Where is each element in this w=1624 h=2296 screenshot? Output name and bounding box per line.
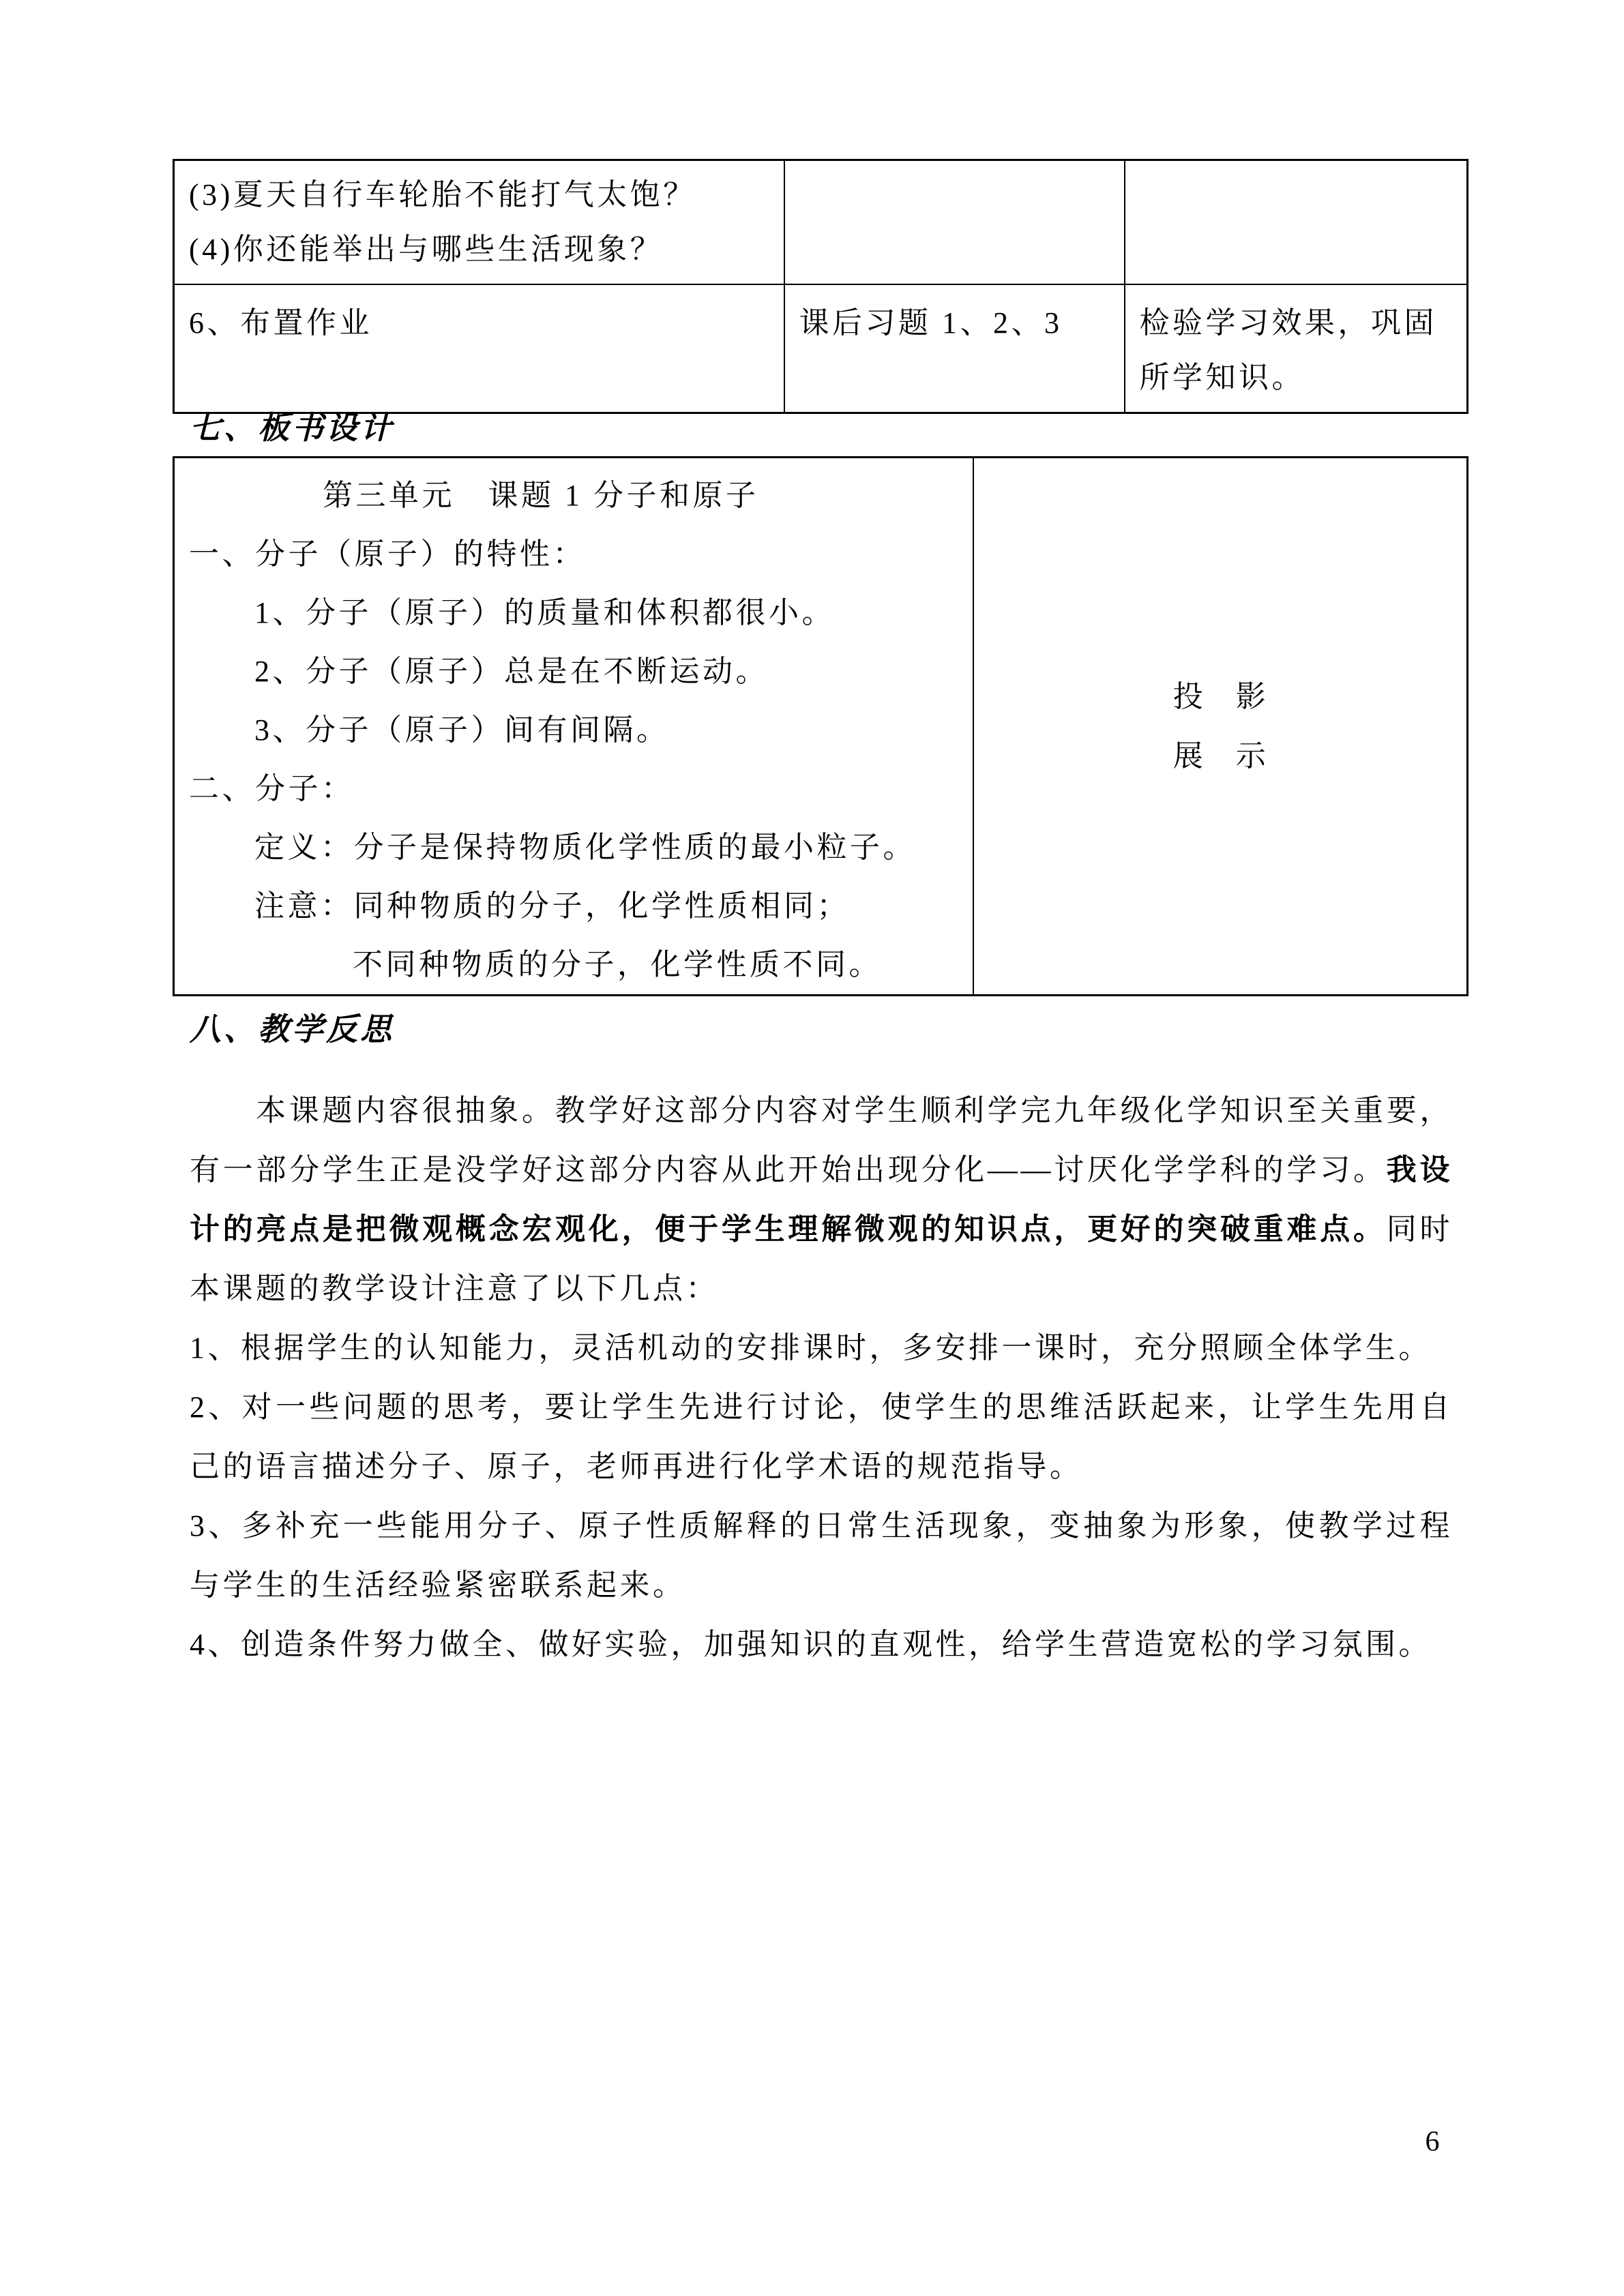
board-line: 一、分子（原子）的特性： [189, 537, 586, 571]
activity-table-row [174, 160, 1468, 285]
activity-cell [174, 160, 784, 285]
board-line: 不同种物质的分子，化学性质不同。 [353, 948, 882, 981]
board-title: 第三单元 课题 1 分子和原子 [323, 479, 759, 512]
activity-table-row [174, 284, 1468, 413]
purpose-text: 检验学习效果，巩固所学知识。 [1139, 306, 1437, 394]
purpose-cell [1125, 284, 1468, 413]
board-line: 1、分子（原子）的质量和体积都很小。 [254, 596, 835, 629]
board-line: 定义：分子是保持物质化学性质的最小粒子。 [254, 831, 916, 864]
board-design-table [173, 456, 1468, 996]
reflection-intro-paragraph [190, 1081, 1453, 1318]
board-line: 二、分子： [189, 772, 355, 805]
reflection-item: 1、根据学生的认知能力，灵活机动的安排课时，多安排一课时，充分照顾全体学生。 [190, 1331, 1432, 1365]
board-table-row [174, 458, 1468, 996]
reflection-run-bold: 我设计的亮点是把微观概念宏观化，便于学生理解微观的知识点，更好的突破重难点。 [190, 1153, 1453, 1246]
purpose-cell [1125, 160, 1468, 285]
board-design-heading: 七、板书设计 [190, 411, 394, 445]
board-line: 2、分子（原子）总是在不断运动。 [254, 655, 769, 688]
projection-line: 展 示 [1172, 739, 1267, 773]
activity-table [173, 159, 1468, 414]
projection-cell [973, 458, 1468, 996]
activity-line: 6、布置作业 [189, 306, 372, 340]
projection-line: 投 影 [1172, 679, 1267, 713]
reflection-body [190, 1081, 1453, 1674]
reflection-run: 本课题内容很抽象。教学好这部分内容对学生顺利学完九年级化学知识至关重要，有一部分学生正是没学好这部分内容从此开始出现分化——讨厌化学学科的学习。 [190, 1094, 1453, 1187]
content-cell [784, 284, 1125, 413]
reflection-heading: 八、教学反思 [190, 1012, 394, 1047]
content-cell [784, 160, 1125, 285]
reflection-item: 4、创造条件努力做全、做好实验，加强知识的直观性，给学生营造宽松的学习氛围。 [190, 1628, 1432, 1661]
reflection-item: 2、对一些问题的思考，要让学生先进行讨论，使学生的思维活跃起来，让学生先用自己的语言描述分子、原子，老师再进行化学术语的规范指导。 [190, 1390, 1453, 1483]
board-content-cell [174, 458, 973, 996]
page-number: 6 [1425, 2126, 1440, 2158]
reflection-item: 3、多补充一些能用分子、原子性质解释的日常生活现象，变抽象为形象，使教学过程与学生的生活经验紧密联系起来。 [190, 1509, 1453, 1602]
activity-line: (4)你还能举出与哪些生活现象？ [189, 233, 664, 266]
activity-line: (3)夏天自行车轮胎不能打气太饱？ [189, 178, 696, 211]
content-text: 课后习题 1、2、3 [799, 306, 1063, 340]
activity-cell [174, 284, 784, 413]
reflection-run: 同时本课题的教学设计注意了以下几点： [190, 1212, 1453, 1305]
board-line: 注意：同种物质的分子，化学性质相同； [254, 889, 850, 923]
board-line: 3、分子（原子）间有间隔。 [254, 713, 670, 747]
